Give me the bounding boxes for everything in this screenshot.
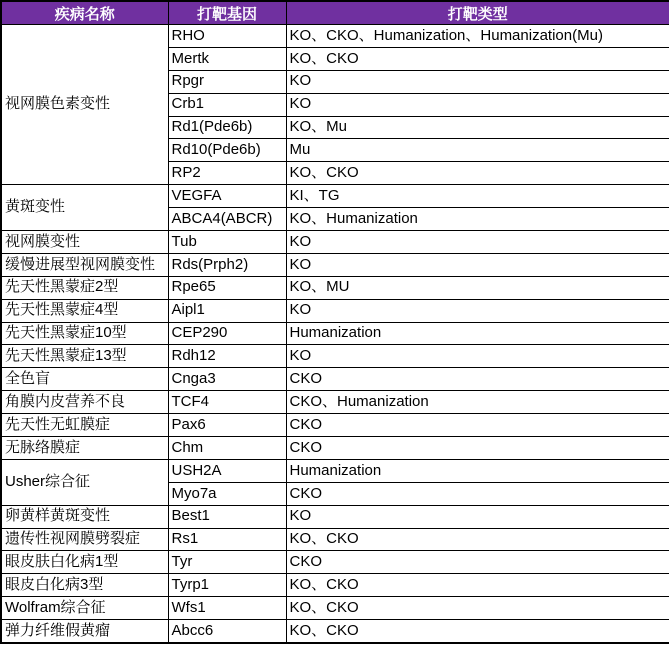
gene-cell: Rpgr	[168, 70, 286, 93]
gene-cell: VEGFA	[168, 185, 286, 208]
table-row	[1, 597, 669, 620]
table-row	[1, 345, 669, 368]
disease-cell: 遗传性视网膜劈裂症	[1, 528, 168, 551]
disease-cell: 弹力纤维假黄瘤	[1, 620, 168, 643]
disease-cell: 先天性黑蒙症10型	[1, 322, 168, 345]
gene-cell: Rd10(Pde6b)	[168, 139, 286, 162]
disease-cell: 先天性无虹膜症	[1, 414, 168, 437]
table-row	[1, 25, 669, 48]
targeting-type-cell: KO	[286, 253, 669, 276]
targeting-type-cell: KO、CKO	[286, 162, 669, 185]
table-row	[1, 459, 669, 482]
table-row	[1, 551, 669, 574]
targeting-type-cell: KO	[286, 70, 669, 93]
disease-cell: 先天性黑蒙症2型	[1, 276, 168, 299]
gene-cell: RP2	[168, 162, 286, 185]
disease-cell: 视网膜变性	[1, 231, 168, 254]
table-row	[1, 574, 669, 597]
targeting-type-cell: Mu	[286, 139, 669, 162]
gene-cell: Crb1	[168, 93, 286, 116]
table-body	[1, 25, 669, 644]
table-row	[1, 391, 669, 414]
gene-cell: Tyr	[168, 551, 286, 574]
gene-cell: USH2A	[168, 459, 286, 482]
targeting-type-cell: KO、CKO	[286, 528, 669, 551]
gene-cell: Myo7a	[168, 482, 286, 505]
table-row	[1, 231, 669, 254]
table-row	[1, 185, 669, 208]
table-row	[1, 505, 669, 528]
table-row	[1, 437, 669, 460]
disease-cell: 先天性黑蒙症13型	[1, 345, 168, 368]
targeting-type-cell: KO	[286, 231, 669, 254]
table-row	[1, 299, 669, 322]
gene-cell: ABCA4(ABCR)	[168, 208, 286, 231]
gene-cell: Cnga3	[168, 368, 286, 391]
targeting-type-cell: KI、TG	[286, 185, 669, 208]
targeting-type-cell: Humanization	[286, 459, 669, 482]
gene-cell: Aipl1	[168, 299, 286, 322]
disease-cell: 卵黄样黄斑变性	[1, 505, 168, 528]
gene-cell: Rds(Prph2)	[168, 253, 286, 276]
gene-cell: TCF4	[168, 391, 286, 414]
targeting-type-cell: KO、CKO	[286, 47, 669, 70]
gene-cell: Rdh12	[168, 345, 286, 368]
targeting-type-cell: CKO	[286, 414, 669, 437]
col-header-target-gene: 打靶基因	[168, 1, 286, 25]
col-header-disease-name: 疾病名称	[1, 1, 168, 25]
gene-cell: RHO	[168, 25, 286, 48]
targeting-type-cell: KO、MU	[286, 276, 669, 299]
table-row	[1, 322, 669, 345]
targeting-type-cell: KO、Mu	[286, 116, 669, 139]
disease-cell: 眼皮白化病3型	[1, 574, 168, 597]
gene-cell: Chm	[168, 437, 286, 460]
gene-cell: Tyrp1	[168, 574, 286, 597]
table-row	[1, 528, 669, 551]
disease-cell: 眼皮肤白化病1型	[1, 551, 168, 574]
gene-cell: Mertk	[168, 47, 286, 70]
targeting-type-cell: KO、CKO	[286, 574, 669, 597]
gene-cell: Best1	[168, 505, 286, 528]
gene-cell: Rs1	[168, 528, 286, 551]
targeting-type-cell: KO、Humanization	[286, 208, 669, 231]
gene-cell: Pax6	[168, 414, 286, 437]
disease-cell: 全色盲	[1, 368, 168, 391]
targeting-type-cell: KO、CKO	[286, 620, 669, 643]
gene-cell: Abcc6	[168, 620, 286, 643]
disease-cell: Usher综合征	[1, 459, 168, 505]
table-row	[1, 253, 669, 276]
targeting-type-cell: KO、CKO	[286, 597, 669, 620]
gene-cell: Wfs1	[168, 597, 286, 620]
table-header-row	[1, 1, 669, 25]
table-row	[1, 276, 669, 299]
gene-cell: CEP290	[168, 322, 286, 345]
table-row	[1, 620, 669, 643]
disease-cell: 无脉络膜症	[1, 437, 168, 460]
targeting-type-cell: Humanization	[286, 322, 669, 345]
targeting-type-cell: CKO	[286, 551, 669, 574]
disease-cell: 视网膜色素变性	[1, 25, 168, 185]
disease-cell: Wolfram综合征	[1, 597, 168, 620]
disease-cell: 角膜内皮营养不良	[1, 391, 168, 414]
gene-cell: Tub	[168, 231, 286, 254]
targeting-type-cell: KO、CKO、Humanization、Humanization(Mu)	[286, 25, 669, 48]
disease-cell: 缓慢进展型视网膜变性	[1, 253, 168, 276]
targeting-type-cell: KO	[286, 299, 669, 322]
table-row	[1, 368, 669, 391]
targeting-type-cell: KO	[286, 93, 669, 116]
col-header-target-type: 打靶类型	[286, 1, 669, 25]
targeting-type-cell: CKO	[286, 482, 669, 505]
disease-cell: 先天性黑蒙症4型	[1, 299, 168, 322]
targeting-type-cell: CKO	[286, 437, 669, 460]
targeting-type-cell: KO	[286, 505, 669, 528]
table-row	[1, 414, 669, 437]
gene-cell: Rd1(Pde6b)	[168, 116, 286, 139]
gene-cell: Rpe65	[168, 276, 286, 299]
targeting-type-cell: CKO、Humanization	[286, 391, 669, 414]
targeting-type-cell: CKO	[286, 368, 669, 391]
targeting-type-cell: KO	[286, 345, 669, 368]
disease-cell: 黄斑变性	[1, 185, 168, 231]
